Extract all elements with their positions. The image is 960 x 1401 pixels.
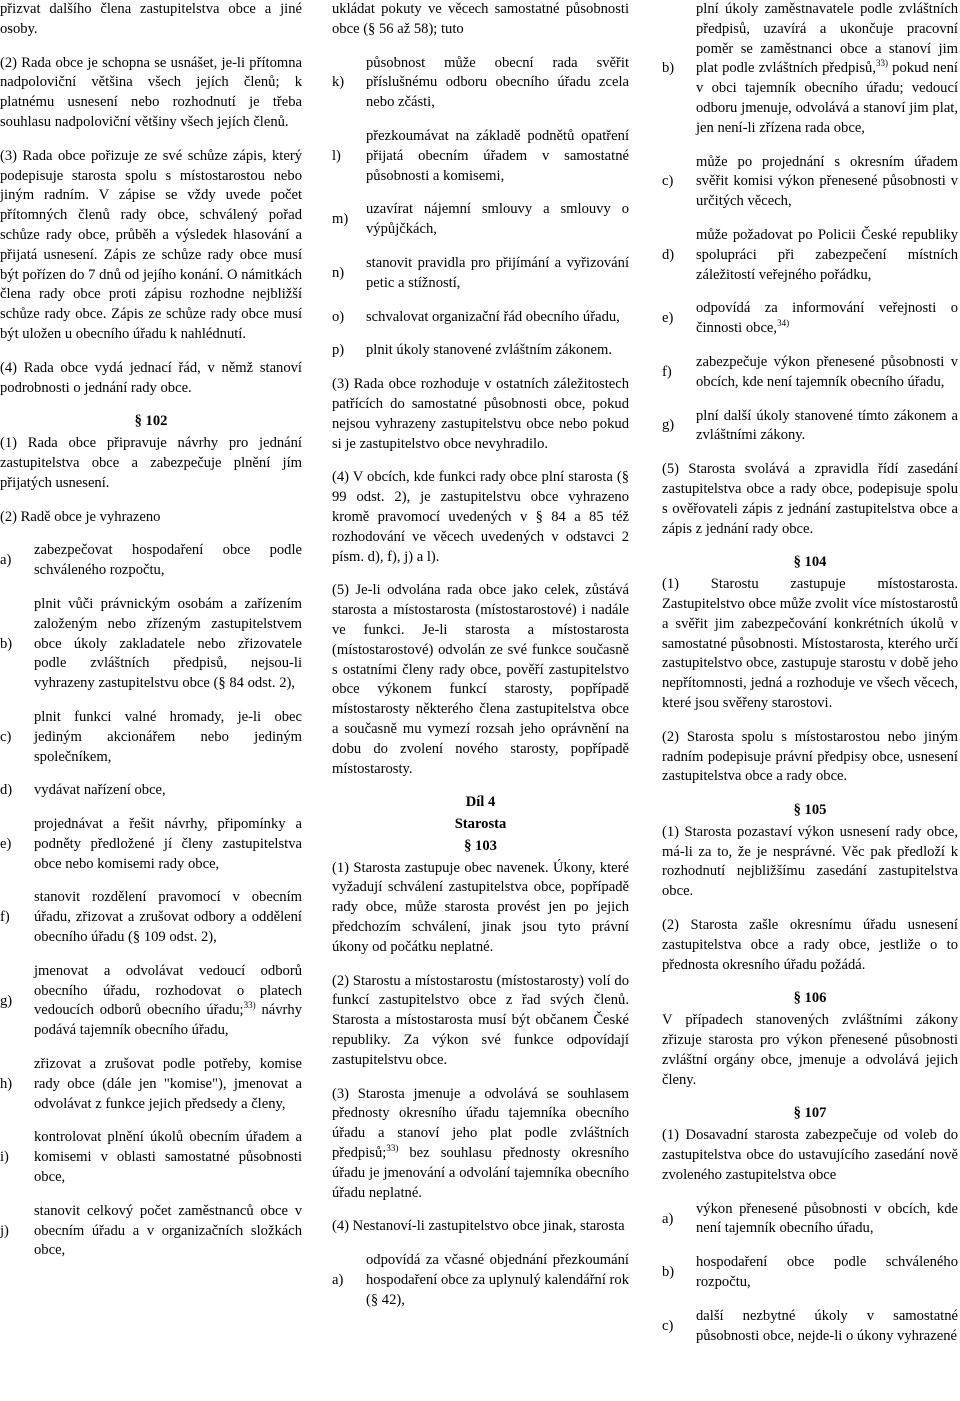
list-item-label: a) [662,1210,674,1227]
list-item [332,308,629,328]
paragraph-text: (4) V obcích, kde funkci rady obce plní starosta (§ 99 odst. 2), je zastupitelstvu obce vyhrazeno kromě pravomocí uvedených v § 84 a 85 též rozhodování ve věcech uvedených v odstavci 2 písm. d), f), j) a l). [332,469,629,565]
paragraph [332,1217,629,1237]
text-column-right [662,0,958,1360]
list-item-text: plnit vůči právnickým osobám a zařízením založeným nebo zřízeným zastupitelstvem obce úkoly zakladatele nebo zřizovatele podle zvláštních předpisů, nejsou-li vyhrazeny zastupitelstvu obce (§ 84 odst. 2), [34,595,302,692]
list-item-text: plnit úkoly stanovené zvláštním zákonem. [366,342,613,359]
list-item-label: n) [332,264,345,281]
list-item-body [696,353,958,393]
paragraph-text: (3) Rada obce pořizuje ze své schůze zápis, který podepisuje starosta spolu s místostarostou nebo jiným radním. V zápise se vždy uvede počet přítomných členů rady obce, schválený pořad schůze rady obce, průběh a výsledek hlasování a přijatá usnesení. Zápis ze schůze rady obce musí být pořízen do 7 dnů od jejího konání. O námitkách člena rady obce proti zápisu rozhodne nejbližší schůze rady obce. Zápis ze schůze rady obce musí být uložen u obecního úřadu k nahlédnutí. [0,147,302,342]
list-item-body [34,815,302,874]
list-item-text: odpovídá za včasné objednání přezkoumání hospodaření obce za uplynulý kalendářní rok (§ 42), [366,1252,630,1308]
footnote-reference: 33) [386,1143,399,1154]
list-item-label: b) [662,60,675,77]
list-item-body [696,1253,958,1293]
list-item-body [34,1128,302,1187]
list-item-text-cont: pokud není v obci tajemník obecního úřadu; vedoucí odboru jmenuje, odvolává a stanoví jim plat, jen není-li zřízena rada obce, [696,60,958,136]
paragraph [0,0,302,40]
list-item [0,781,302,801]
list-item-text: může požadovat po Policii České republiky spolupráci při zabezpečení místních záležitostí veřejného pořádku, [696,226,958,283]
list-item [662,1253,958,1293]
list-item-body [366,308,629,328]
list-item-text: výkon přenesené působnosti v obcích, kde není tajemník obecního úřadu, [696,1200,958,1237]
list-item-text: projednávat a řešit návrhy, připomínky a podněty předložené jí členy zastupitelstva obce nebo komisemi rady obce, [34,816,302,872]
paragraph [0,147,302,345]
list-item-body [696,407,958,447]
text-column-middle [332,0,629,1325]
list-item [0,1055,302,1114]
list-item [0,888,302,947]
list-item-text-cont: návrhy podává tajemník obecního úřadu, [34,1002,302,1039]
paragraph-text: ukládat pokuty ve věcech samostatné působnosti obce (§ 56 až 58); tuto [332,1,629,37]
paragraph-text: (1) Starostu zastupuje místostarosta. Zastupitelstvo obce může zvolit více místostarostů a svěřit jim zabezpečování konkrétních úkolů v samostatné působnosti. Místostarosta, kterého určí zastupitelstvo obce, zastupuje starostu v době jeho nepřítomnosti, jedná a rozhoduje ve všech věcech, které jsou svěřeny starostovi. [662,576,958,711]
list-item-label: j) [0,1222,9,1239]
paragraph-text: (2) Starostu a místostarostu (místostarosty) volí do funkcí zastupitelstvo obce z řad svých členů. Starosta a místostarosta musí být občanem České republiky. Za výkon své funkce odpovídají zastupitelstvu obce. [332,972,629,1068]
paragraph [662,823,958,902]
paragraph-text: přizvat dalšího člena zastupitelstva obce a jiné osoby. [0,1,302,37]
list-item-label: a) [0,552,12,569]
list-item-text: stanovit pravidla pro přijímání a vyřizování petic a stížností, [366,254,629,291]
section-heading: § 105 [793,802,827,819]
list-item-body [34,595,302,694]
list-item-text: zřizovat a zrušovat podle potřeby, komise rady obce (dále jen "komise"), jmenovat a odvolávat z funkce jejich předsedy a členy, [34,1056,302,1112]
list-item-text: vydávat nařízení obce, [34,782,166,799]
list-item [0,1128,302,1187]
list-item-label: g) [0,992,13,1009]
paragraph-text: (3) Rada obce rozhoduje v ostatních záležitostech patřících do samostatné působnosti obce, pokud nejsou vyhrazeny zastupitelstvu obce nebo pokud si je zastupitelstvo obce nevyhradilo. [332,376,629,452]
list-item-body [366,54,629,113]
list-item [332,254,629,294]
paragraph-text-cont: bez souhlasu přednosty okresního úřadu je jmenování a odvolání tajemníka obecního úřadu neplatné. [332,1145,629,1201]
list-item [662,1307,958,1347]
list-item-label: f) [0,909,10,926]
list-item [332,341,629,361]
list-item-text: zabezpečuje výkon přenesené působnosti v obcích, kde není tajemník obecního úřadu, [696,353,958,390]
list-item-text: plní úkoly zaměstnavatele podle zvláštních předpisů, uzavírá a ukončuje pracovní poměr se zaměstnanci obce a stanoví jim plat podle zvláštních předpisů, [696,1,958,77]
list-item-body [366,127,629,186]
list-item-label: f) [662,363,672,380]
list-item-body [34,962,302,1041]
list-item-text: odpovídá za informování veřejnosti o činnosti obce, [696,300,958,337]
paragraph-text: (4) Rada obce vydá jednací řád, v němž stanoví podrobnosti o jednání rady obce. [0,359,302,396]
list-item-label: p) [332,342,345,359]
list-item-label: b) [0,635,13,652]
list-item [0,962,302,1041]
list-item-label: k) [332,74,345,91]
list-item-text: zabezpečovat hospodaření obce podle schváleného rozpočtu, [34,542,302,579]
list-item-body [366,1251,629,1310]
list-item-label: e) [662,310,674,327]
list-item-label: d) [662,246,675,263]
list-item [332,127,629,186]
list-item [0,1202,302,1261]
paragraph-text: V případech stanovených zvláštními zákony zřizuje starosta pro výkon přenesené působnosti zvláštní orgány obce, jmenuje a odvolává jejich členy. [662,1012,958,1088]
paragraph-text: (1) Starosta pozastaví výkon usnesení rady obce, má-li za to, že je nesprávné. Věc pak předloží k rozhodnutí nejbližšímu zasedání zastupitelstva obce. [662,823,958,900]
section-heading: Starosta [454,816,507,833]
list-item-body [366,200,629,240]
paragraph [332,1085,629,1204]
footnote-reference: 34) [777,318,790,329]
list-item [0,595,302,694]
footnote-reference: 33) [243,1000,256,1011]
paragraph [332,375,629,454]
list-item-body [696,1200,958,1240]
list-item [332,54,629,113]
paragraph-text: (4) Nestanoví-li zastupitelstvo obce jinak, starosta [332,1218,625,1235]
section-heading: § 107 [793,1105,827,1122]
list-item-text: přezkoumávat na základě podnětů opatření přijatá obecním úřadem v samostatné působnosti a komisemi, [366,127,629,184]
list-item-body [366,254,629,294]
list-item [662,0,958,139]
list-item-text: uzavírat nájemní smlouvy a smlouvy o výpůjčkách, [366,201,629,238]
paragraph-text: (2) Rada obce je schopna se usnášet, je-li přítomna nadpoloviční většina všech jejích členů; k platnému usnesení nebo rozhodnutí je třeba souhlasu nadpoloviční většiny všech jejích členů. [0,54,302,130]
text-column-left [0,0,302,1275]
paragraph [332,972,629,1071]
list-item-label: c) [0,728,12,745]
list-item-body [696,226,958,285]
list-item [662,153,958,212]
list-item-label: a) [332,1272,344,1289]
paragraph-text: (5) Je-li odvolána rada obce jako celek, zůstává starosta a místostarosta (místostarostové) i nadále ve funkci. Je-li starosta a místostarosta (místostarostové) odvolán ze své funkce současně s ostatními členy rady obce, pověří zastupitelstvo obce výkonem funkcí starosty, popřípadě místostarosty některého člena zastupitelstva obce a současně mu vymezí rozsah jeho oprávnění na dobu do zvolení nového starosty, popřípadě místostarosty. [332,582,629,777]
paragraph-text: (1) Dosavadní starosta zabezpečuje od voleb do zastupitelstva obce do ustavujícího zasedání nově zvoleného zastupitelstva obce [662,1127,958,1183]
footnote-reference: 33) [875,58,888,69]
section-heading: § 106 [793,990,827,1007]
list-item-body [696,0,958,139]
section-heading: § 102 [134,413,168,430]
paragraph [0,54,302,133]
list-item-text: jmenovat a odvolávat vedoucí odborů obecního úřadu, rozhodovat o platech vedoucích odborů obecního úřadu; [34,962,302,1019]
list-item [332,200,629,240]
paragraph [662,575,958,714]
list-item-label: l) [332,147,341,164]
list-item-body [34,1202,302,1261]
paragraph [332,581,629,779]
list-item-body [696,153,958,212]
paragraph [662,728,958,787]
list-item-text: schvalovat organizační řád obecního úřadu, [366,308,620,325]
paragraph-text: (5) Starosta svolává a zpravidla řídí zasedání zastupitelstva obce a rady obce, podepisuje spolu s ověřovateli zápis z jednání zastupitelstva obce a zápis z jednání rady obce. [662,461,958,537]
list-item-body [34,888,302,947]
paragraph-text: (3) Starosta jmenuje a odvolává se souhlasem přednosty okresního úřadu tajemníka obecního úřadu a stanoví jeho plat podle zvláštních předpisů; [332,1085,629,1162]
list-item-label: o) [332,308,345,325]
paragraph-text: (2) Starosta spolu s místostarostou nebo jiným radním podepisuje právní předpisy obce, usnesení zastupitelstva obce a rady obce. [662,728,958,785]
paragraph [0,434,302,493]
paragraph [662,916,958,975]
list-item [662,1200,958,1240]
list-item [662,299,958,339]
list-item [662,226,958,285]
list-item-label: e) [0,835,12,852]
list-item-body [366,341,629,361]
paragraph [662,1011,958,1090]
list-item [332,1251,629,1310]
list-item [0,708,302,767]
list-item-text: působnost může obecní rada svěřit příslušnému odboru obecního úřadu zcela nebo zčásti, [366,54,629,111]
paragraph-text: (2) Radě obce je vyhrazeno [0,508,161,525]
paragraph [0,359,302,399]
list-item-label: b) [662,1264,675,1281]
list-item-text: stanovit celkový počet zaměstnanců obce v obecním úřadu a v organizačních složkách obce, [34,1202,302,1259]
list-item-body [696,1307,958,1347]
paragraph [332,859,629,958]
list-item [0,815,302,874]
list-item-text: plní další úkoly stanovené tímto zákonem a zvláštními zákony. [696,407,958,444]
list-item-label: i) [0,1149,9,1166]
paragraph [332,468,629,567]
list-item [0,541,302,581]
section-heading: § 104 [793,554,827,571]
list-item-text: hospodaření obce podle schváleného rozpočtu, [696,1254,958,1291]
list-item-body [34,708,302,767]
list-item [662,407,958,447]
list-item-body [696,299,958,339]
list-item-body [34,541,302,581]
section-heading: Díl 4 [465,794,496,811]
list-item-text: stanovit rozdělení pravomocí v obecním úřadu, zřizovat a zrušovat odbory a oddělení obecního úřadu (§ 109 odst. 2), [34,889,302,946]
list-item-body [34,1055,302,1114]
paragraph-text: (1) Rada obce připravuje návrhy pro jednání zastupitelstva obce a zabezpečuje plnění jím přijatých usnesení. [0,435,302,491]
list-item-label: g) [662,417,675,434]
paragraph [662,460,958,539]
paragraph-text: (2) Starosta zašle okresnímu úřadu usnesení zastupitelstva obce a rady obce, jestliže o to přednosta okresního úřadu požádá. [662,917,958,973]
list-item [662,353,958,393]
section-heading: § 103 [464,837,497,854]
list-item-label: c) [662,173,674,190]
list-item-text: kontrolovat plnění úkolů obecním úřadem a komisemi v oblasti samostatné působnosti obce, [34,1129,302,1186]
list-item-text: plnit funkci valné hromady, je-li obec jediným akcionářem nebo jediným společníkem, [34,708,302,765]
list-item-text: může po projednání s okresním úřadem svěřit komisi výkon přenesené působnosti v určitých věcech, [696,153,958,210]
list-item-label: h) [0,1075,13,1092]
paragraph [662,1126,958,1185]
paragraph [0,508,302,528]
paragraph [332,0,629,40]
paragraph-text: (1) Starosta zastupuje obec navenek. Úkony, které vyžadují schválení zastupitelstva obce, popřípadě rady obce, může starosta provést jen po jejich předchozím schválení, jinak jsou tyto právní úkony od počátku neplatné. [332,859,629,955]
list-item-label: d) [0,782,13,799]
list-item-label: c) [662,1317,674,1334]
list-item-text: další nezbytné úkoly v samostatné působnosti obce, nejde-li o úkony vyhrazené [696,1307,958,1344]
list-item-label: m) [332,211,349,228]
list-item-body [34,781,302,801]
